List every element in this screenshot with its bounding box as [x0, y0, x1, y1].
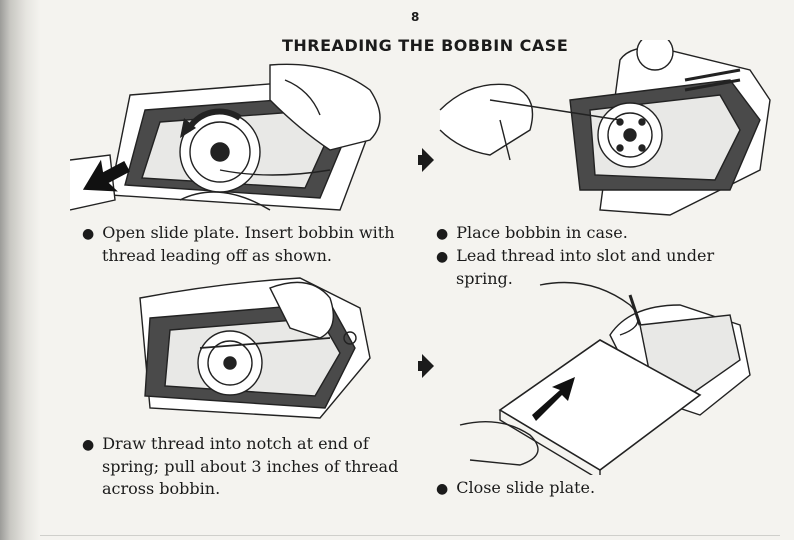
step-arrow-2 — [422, 354, 434, 378]
step-4-line-1: Close slide plate. — [456, 478, 596, 497]
bullet-icon: ● — [436, 481, 449, 497]
step-2-line-1: Place bobbin in case. — [456, 223, 628, 242]
bullet-icon: ● — [436, 226, 449, 242]
bullet-icon: ● — [82, 226, 95, 242]
step-3-line-2: spring; pull about 3 inches of thread — [102, 457, 399, 476]
illustration-insert-bobbin — [70, 60, 400, 220]
page-title: THREADING THE BOBBIN CASE — [282, 36, 569, 55]
bullet-icon: ● — [82, 437, 95, 453]
page-number: 8 — [411, 10, 420, 24]
step-3-line-1: Draw thread into notch at end of — [102, 434, 369, 453]
step-1-line-1: Open slide plate. Insert bobbin with — [102, 223, 395, 242]
page-bottom-edge — [40, 535, 780, 536]
step-1-line-2: thread leading off as shown. — [102, 246, 332, 265]
step-3-caption — [82, 433, 422, 500]
step-2-line-3: spring. — [456, 269, 513, 288]
illustration-draw-thread — [100, 268, 390, 428]
bullet-icon: ● — [436, 249, 449, 265]
step-3-line-3: across bobbin. — [102, 479, 221, 498]
illustration-close-slide-plate — [440, 265, 760, 475]
step-2-line-2: Lead thread into slot and under — [456, 246, 715, 265]
step-1-caption — [82, 222, 422, 267]
illustration-place-bobbin — [430, 40, 780, 220]
step-4-caption — [436, 477, 766, 500]
page-binding-shadow — [0, 0, 40, 540]
